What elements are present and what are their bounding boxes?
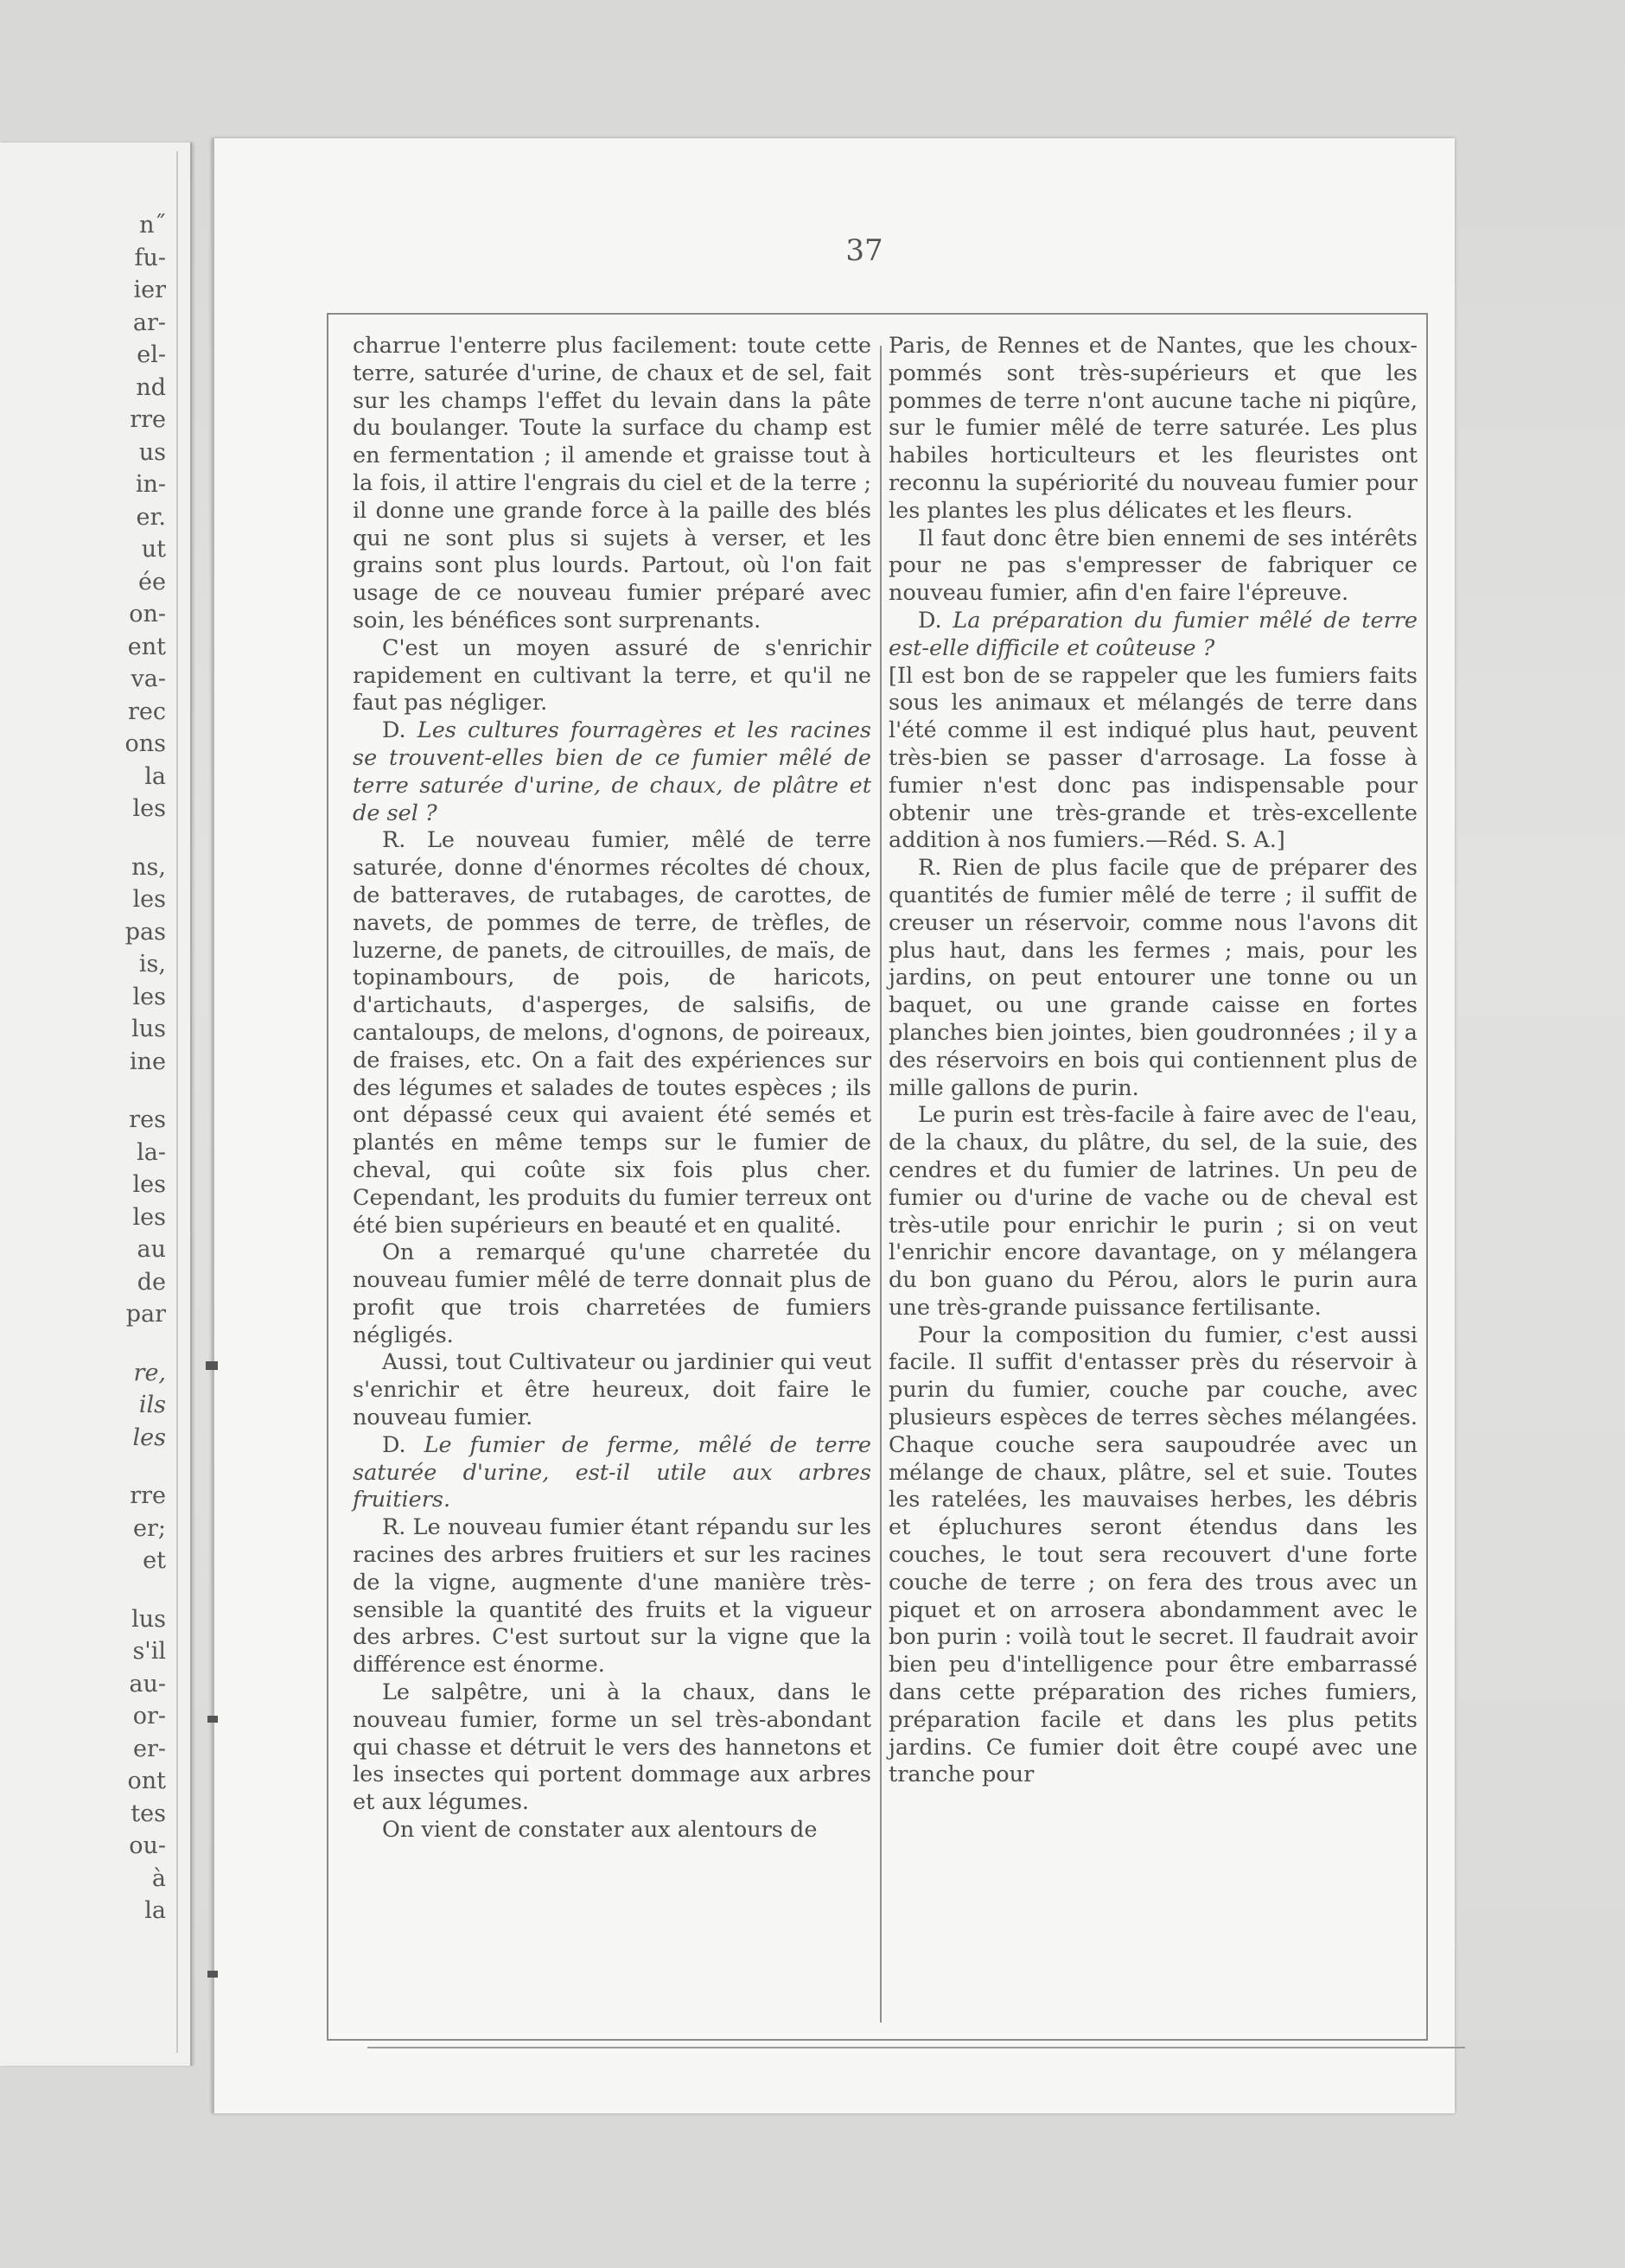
paragraph-text: charrue l'enterre plus facilement: toute cette terre, saturée d'urine, de chaux et de sel, fait sur les champs l'effet du levain dans la pâte du boulanger. Toute la surface du champ est en fermentation ; il amende et graisse tout à la fois, il attire l'engrais du ciel et de la terre ; il donne une grande force à la paille des blés qui ne sont plus si sujets à verser, et les grains sont plus lourds. Partout, où l'on fait usage de ce nouveau fumier préparé avec soin, les bénéfices sont surprenants. (353, 333, 871, 634)
previous-page-fragment: s'il (132, 1638, 166, 1665)
text-paragraph (889, 663, 1418, 856)
previous-page-fragment: les (132, 1424, 166, 1451)
previous-page-fragment: ut (141, 536, 166, 563)
previous-page-fragment: par (125, 1301, 166, 1328)
paragraph-text: Le purin est très-facile à faire avec de l'eau, de la chaux, du plâtre, du sel, de la suie, des cendres et du fumier de latrines. Un peu de fumier ou d'urine de vache ou de cheval est très-utile pour enrichir le purin ; si on veut l'enrichir encore davantage, on y mélangera du bon guano du Pérou, alors le purin aura une très-grande puissance fertilisante. (889, 1102, 1418, 1321)
previous-page-fragment: rre (130, 406, 166, 433)
page-number: 37 (845, 233, 883, 268)
previous-page-fragment: tes (131, 1800, 166, 1827)
previous-page-fragment: les (132, 886, 166, 913)
paragraph-text: C'est un moyen assuré de s'enrichir rapidement en cultivant la terre, et qu'il ne faut pas négliger. (353, 634, 871, 717)
paragraph-text: [Il est bon de se rappeler que les fumiers faits sous les animaux et mélangés de terre dans l'été comme il est indiqué plus haut, peuvent très-bien se passer d'arrosage. La fosse à fumier n'est donc pas indispensable pour obtenir une très-grande et très-excellente addition à nos fumiers.—Réd. S. A.] (889, 662, 1418, 854)
previous-page-fragment: re, (133, 1359, 166, 1386)
paragraph-text: Les cultures fourragères et les racines se trouvent-elles bien de ce fumier mêlé de terre saturée d'urine, de chaux, de plâtre et de sel ? (353, 717, 872, 826)
page-fold (176, 151, 178, 2053)
previous-page-fragment: au (137, 1236, 166, 1263)
previous-page-fragment: er; (133, 1514, 166, 1542)
paragraph-text: Il faut donc être bien ennemi de ses intérêts pour ne pas s'empresser de fabriquer ce nouveau fumier, afin d'en faire l'épreuve. (889, 525, 1418, 607)
question-label: D. (382, 1431, 424, 1458)
previous-page-fragment: n˝ (139, 212, 166, 239)
paragraph-text: La préparation du fumier mêlé de terre est-elle difficile et coûteuse ? (889, 607, 1418, 661)
previous-page-fragment: res (129, 1106, 166, 1133)
previous-page-fragment: ils (138, 1392, 166, 1418)
paragraph-text: On vient de constater aux alentours de (382, 1817, 818, 1844)
paragraph-text: Pour la composition du fumier, c'est aussi facile. Il suffit d'entasser près du réservoir à purin du fumier, couche par couche, avec plusieurs espèces de terres sèches mélangées. Chaque couche sera saupoudrée avec un mélange de chaux, plâtre, sel et suie. Toutes les ratelées, les mauvaises herbes, les débris et épluchures seront étendus dans les couches, le tout sera recouvert d'une forte couche de terre ; on fera des trous avec un piquet et on arrosera abondamment avec le bon purin : voilà tout le secret. Il faudrait avoir bien peu d'intelligence pour être embarrassé dans cette préparation des riches fumiers, préparation facile et dans les plus petits jardins. Ce fumier doit être coupé avec une tranche pour (889, 1322, 1418, 1788)
text-paragraph (889, 1102, 1418, 1322)
left-text-column (353, 333, 871, 1844)
previous-page-fragment: in- (135, 471, 166, 498)
column-divider (880, 346, 882, 2023)
previous-page-fragment: ée (138, 568, 166, 596)
question-paragraph (353, 717, 871, 827)
previous-page-fragment: el- (137, 341, 166, 368)
previous-page-fragment: pas (124, 918, 166, 946)
previous-page-fragment: et (143, 1547, 166, 1574)
text-frame-shadow-rule (367, 2040, 1465, 2048)
text-paragraph (889, 1322, 1418, 1790)
previous-page-fragment: nd (136, 373, 166, 401)
text-paragraph (353, 635, 871, 717)
question-label: D. (918, 607, 953, 634)
text-paragraph (353, 1349, 871, 1431)
previous-page-fragment: les (132, 1203, 166, 1231)
previous-page-fragment: les (132, 1171, 166, 1198)
right-text-column (889, 333, 1418, 1789)
previous-page-fragment: ine (129, 1048, 166, 1075)
previous-page-fragment: ons (124, 730, 166, 757)
previous-page-fragment: ent (127, 633, 166, 660)
binding-mark (207, 1716, 218, 1723)
previous-page-fragment: lus (131, 1016, 166, 1042)
text-paragraph (353, 1514, 871, 1679)
previous-page-fragment: ou- (129, 1832, 166, 1859)
text-paragraph (353, 1239, 871, 1349)
text-paragraph (889, 333, 1418, 526)
text-paragraph (353, 827, 871, 1239)
binding-mark (207, 1971, 218, 1978)
previous-page-fragment: rec (127, 698, 166, 725)
previous-page-fragment: on- (129, 601, 166, 628)
previous-page-fragment: à (151, 1864, 166, 1892)
paragraph-text: Le fumier de ferme, mêlé de terre saturée d'urine, est-il utile aux arbres fruitiers. (353, 1431, 872, 1513)
previous-page-fragment: ns, (131, 853, 166, 881)
paragraph-text: Le salpêtre, uni à la chaux, dans le nouveau fumier, forme un sel très-abondant qui chasse et détruit le vers des hannetons et les insectes qui portent dommage aux arbres et aux légumes. (353, 1679, 871, 1816)
previous-page-fragment: les (132, 795, 166, 822)
previous-page-fragment: er- (132, 1735, 166, 1762)
paragraph-text: Aussi, tout Cultivateur ou jardinier qui veut s'enrichir et être heureux, doit faire le nouveau fumier. (353, 1349, 871, 1431)
question-label: D. (382, 717, 417, 744)
previous-page-fragment: les (132, 983, 166, 1010)
question-paragraph (353, 1432, 871, 1514)
text-paragraph (889, 855, 1418, 1102)
paragraph-text: R. Le nouveau fumier étant répandu sur les racines des arbres fruitiers et sur les racines de la vigne, augmente d'une manière très-sensible la quantité des fruits et la vigueur des arbres. C'est surtout sur la vigne que la différence est énorme. (353, 1514, 871, 1679)
previous-page-fragment: is, (138, 951, 166, 978)
previous-page-fragment: la- (137, 1138, 166, 1166)
paragraph-text: R. Le nouveau fumier, mêlé de terre saturée, donne d'énormes récoltes dé choux, de batteraves, de rutabages, de carottes, de navets, de pommes de terre, de trèfles, de luzerne, de panets, de citrouilles, de maïs, de topinambours, de pois, de haricots, d'artichauts, d'asperges, de salsifis, de cantaloups, de melons, d'ognons, de poireaux, de fraises, etc. On a fait des expériences sur des légumes et salades de toutes espèces ; ils ont dépassé ceux qui avaient été semés et plantés en même temps sur le fumier de cheval, qui coûte six fois plus cher. Cependant, les produits du fumier terreux ont été bien supérieurs en beauté et en qualité. (353, 827, 871, 1239)
text-paragraph (353, 1817, 871, 1844)
previous-page-fragment: ier (133, 277, 166, 303)
previous-page-fragment: au- (129, 1670, 166, 1698)
text-paragraph (353, 333, 871, 635)
previous-page-fragment: us (138, 438, 166, 466)
previous-page-fragment: er. (136, 503, 166, 531)
previous-page-edge (0, 143, 192, 2066)
paragraph-text: On a remarqué qu'une charretée du nouveau fumier mêlé de terre donnait plus de profit que trois charretées de fumiers négligés. (353, 1239, 871, 1348)
paragraph-text: Paris, de Rennes et de Nantes, que les choux-pommés sont très-supérieurs et que les pommes de terre n'ont aucune tache ni piqûre, sur le fumier mêlé de terre saturée. Les plus habiles horticulteurs et les fleuristes ont reconnu la supériorité du nouveau fumier pour les plantes les plus délicates et les fleurs. (889, 333, 1418, 524)
paragraph-text: R. Rien de plus facile que de préparer des quantités de fumier mêlé de terre ; il suffit de creuser un réservoir, comme nous l'avons dit plus haut, dans les fermes ; mais, pour les jardins, on peut entourer une tonne ou un baquet, ou une grande caisse en fortes planches bien jointes, bien goudronnées ; il y a des réservoirs en bois qui contiennent plus de mille gallons de purin. (889, 855, 1418, 1101)
previous-page-fragment: la (144, 762, 166, 790)
text-paragraph (889, 526, 1418, 608)
previous-page-fragment: ar- (132, 309, 166, 336)
previous-page-fragment: de (137, 1268, 166, 1296)
previous-page-fragment: or- (132, 1703, 166, 1730)
text-paragraph (353, 1679, 871, 1817)
previous-page-fragment: ont (127, 1768, 166, 1794)
previous-page-fragment: lus (131, 1605, 166, 1633)
previous-page-fragment: la (144, 1897, 166, 1924)
question-paragraph (889, 608, 1418, 663)
binding-mark (206, 1361, 218, 1370)
previous-page-fragment: va- (131, 666, 166, 692)
previous-page-fragment: rre (130, 1482, 166, 1509)
previous-page-fragment: fu- (134, 244, 166, 271)
